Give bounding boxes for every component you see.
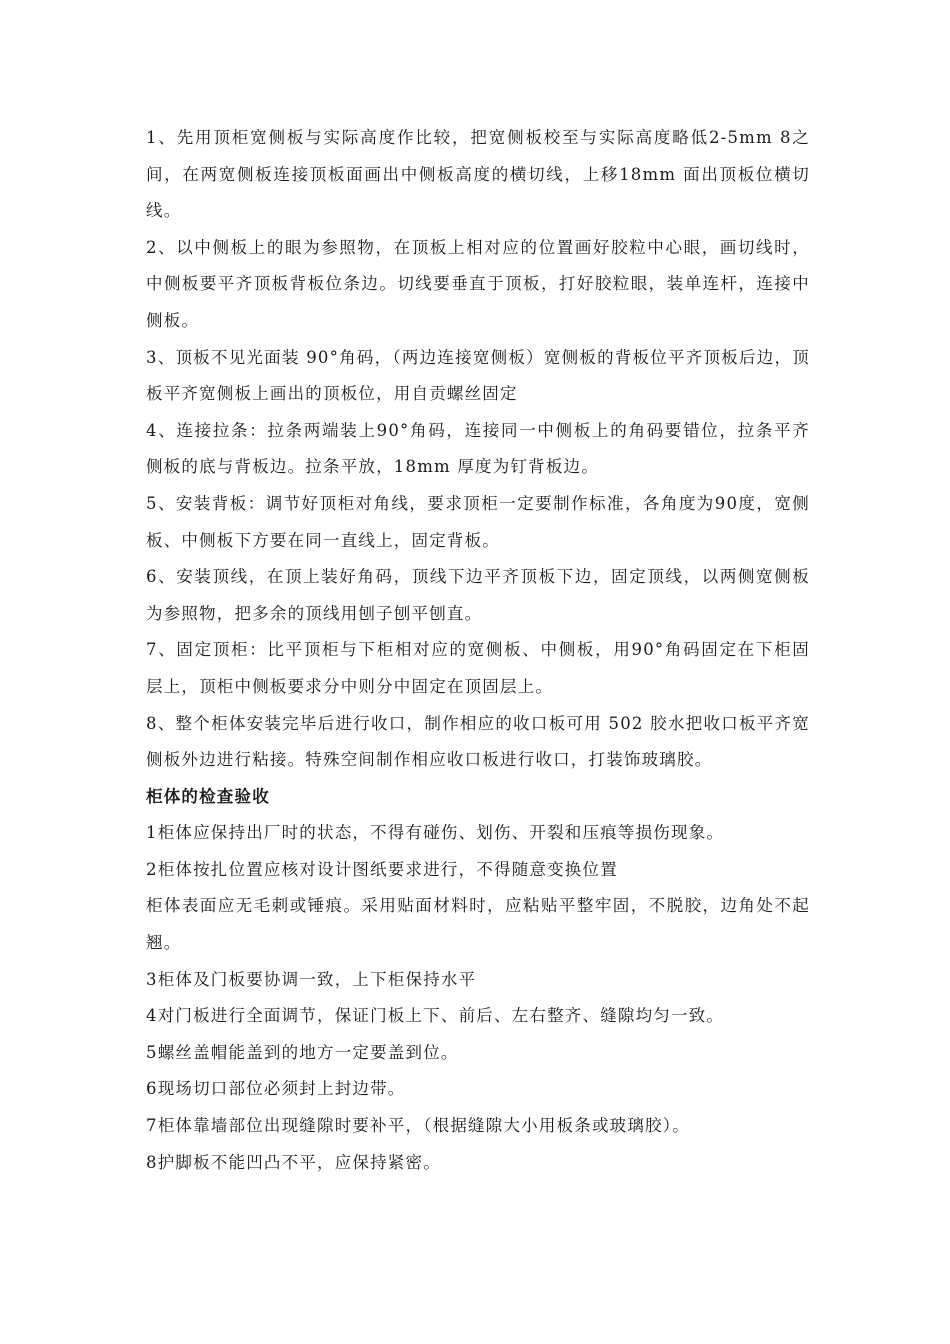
inspection-item-3: 3柜体及门板要协调一致，上下柜保持水平 (146, 969, 477, 989)
inspection-item-4: 4对门板进行全面调节，保证门板上下、前后、左右整齐、缝隙均匀一致。 (146, 1006, 725, 1026)
install-step-8: 8、整个柜体安装完毕后进行收口，制作相应的收口板可用 502 胶水把收口板平齐宽侧板外边进行粘接。特殊空间制作相应收口板进行收口，打装饰玻璃胶。 (146, 713, 810, 770)
install-step-1: 1、先用顶柜宽侧板与实际高度作比较，把宽侧板校至与实际高度略低2-5mm 8之间，在两宽侧板连接顶板面画出中侧板高度的横切线，上移18mm 面出顶板位横切线。 (146, 128, 810, 221)
inspection-item-surface: 柜体表面应无毛刺或锤痕。采用贴面材料时，应粘贴平整牢固，不脱胶，边角处不起翘。 (146, 896, 810, 953)
inspection-item-2: 2柜体按扎位置应核对设计图纸要求进行，不得随意变换位置 (146, 859, 618, 879)
install-step-4: 4、连接拉条：拉条两端装上90°角码，连接同一中侧板上的角码要错位，拉条平齐侧板的底与背板边。拉条平放，18mm 厚度为钉背板边。 (146, 420, 810, 477)
install-step-6: 6、安装顶线，在顶上装好角码，顶线下边平齐顶板下边，固定顶线，以两侧宽侧板为参照物，把多余的顶线用刨子刨平刨直。 (146, 567, 810, 623)
inspection-item-5: 5螺丝盖帽能盖到的地方一定要盖到位。 (146, 1042, 459, 1062)
inspection-heading: 柜体的检查验收 (146, 786, 270, 806)
install-step-5: 5、安装背板：调节好顶柜对角线，要求顶柜一定要制作标准，各角度为90度，宽侧板、中侧板下方要在同一直线上，固定背板。 (146, 493, 810, 550)
inspection-item-7: 7柜体靠墙部位出现缝隙时要补平，（根据缝隙大小用板条或玻璃胶）。 (146, 1116, 690, 1136)
inspection-item-6: 6现场切口部位必须封上封边带。 (146, 1079, 406, 1099)
inspection-item-1: 1柜体应保持出厂时的状态，不得有碰伤、划伤、开裂和压痕等损伤现象。 (146, 823, 725, 843)
install-step-7: 7、固定顶柜：比平顶柜与下柜相对应的宽侧板、中侧板，用90°角码固定在下柜固层上，顶柜中侧板要求分中则分中固定在顶固层上。 (146, 640, 810, 696)
install-step-3: 3、顶板不见光面装 90°角码，（两边连接宽侧板）宽侧板的背板位平齐顶板后边，顶板平齐宽侧板上画出的顶板位，用自贡螺丝固定 (146, 347, 810, 404)
document-page (146, 120, 810, 1181)
inspection-item-8: 8护脚板不能凹凸不平，应保持紧密。 (146, 1152, 441, 1172)
install-step-2: 2、以中侧板上的眼为参照物，在顶板上相对应的位置画好胶粒中心眼，画切线时，中侧板要平齐顶板背板位条边。切线要垂直于顶板，打好胶粒眼，装单连杆，连接中侧板。 (146, 237, 810, 330)
